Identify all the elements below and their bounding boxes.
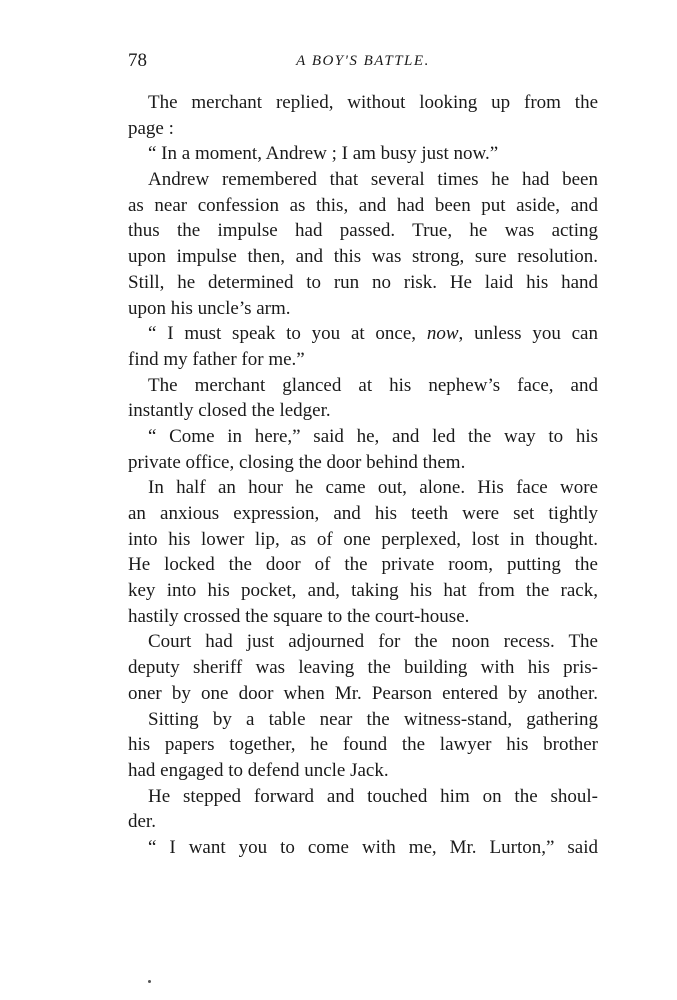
text-line: upon impulse then, and this was strong, sure resolution. xyxy=(128,246,598,268)
text-line xyxy=(128,321,598,347)
text-line: page : xyxy=(128,117,174,139)
text-line: as near confession as this, and had been put aside, and xyxy=(128,194,598,216)
page-number: 78 xyxy=(128,50,147,71)
text-line: Still, he determined to run no risk. He laid his hand xyxy=(128,271,598,293)
text-line: upon his uncle’s arm. xyxy=(128,297,291,319)
text-line: The merchant replied, without looking up from the xyxy=(148,92,598,113)
text-line: He stepped forward and touched him on the shoul- xyxy=(148,785,598,807)
text-line: instantly closed the ledger. xyxy=(128,400,331,422)
text-line: der. xyxy=(128,811,156,833)
text-line: private office, closing the door behind them. xyxy=(128,451,466,473)
running-header xyxy=(128,50,598,74)
text-segment: , unless you can xyxy=(458,323,598,345)
text-line: “ I want you to come with me, Mr. Lurton,” said xyxy=(148,836,598,858)
text-line: oner by one door when Mr. Pearson entered by another. xyxy=(128,682,598,704)
text-line: He locked the door of the private room, putting the xyxy=(128,554,598,576)
text-line: into his lower lip, as of one perplexed, lost in thought. xyxy=(128,528,598,550)
page-body-text xyxy=(128,90,598,861)
text-line: hastily crossed the square to the court-house. xyxy=(128,605,470,627)
text-line: key into his pocket, and, taking his hat from the rack, xyxy=(128,580,598,602)
text-line: thus the impulse had passed. True, he was acting xyxy=(128,220,598,242)
text-line: In half an hour he came out, alone. His face wore xyxy=(148,477,598,499)
scan-speck xyxy=(148,980,151,983)
text-line: deputy sheriff was leaving the building with his pris- xyxy=(128,657,598,679)
text-line: “ Come in here,” said he, and led the way to his xyxy=(148,425,598,447)
text-line: had engaged to defend uncle Jack. xyxy=(128,759,389,781)
text-line: The merchant glanced at his nephew’s face, and xyxy=(148,374,598,396)
text-line: Sitting by a table near the witness-stand, gathering xyxy=(148,708,598,730)
text-line: Andrew remembered that several times he had been xyxy=(148,169,598,191)
text-line: “ In a moment, Andrew ; I am busy just now.” xyxy=(148,143,499,165)
text-line: Court had just adjourned for the noon recess. The xyxy=(148,631,598,653)
text-line: his papers together, he found the lawyer his brother xyxy=(128,734,598,756)
emphasis-text: now xyxy=(426,323,459,345)
text-segment: “ I must speak to you at once, xyxy=(148,323,427,345)
text-line: an anxious expression, and his teeth were set tightly xyxy=(128,503,598,524)
text-line: find my father for me.” xyxy=(128,348,305,370)
running-title: A BOY'S BATTLE. xyxy=(296,53,430,69)
